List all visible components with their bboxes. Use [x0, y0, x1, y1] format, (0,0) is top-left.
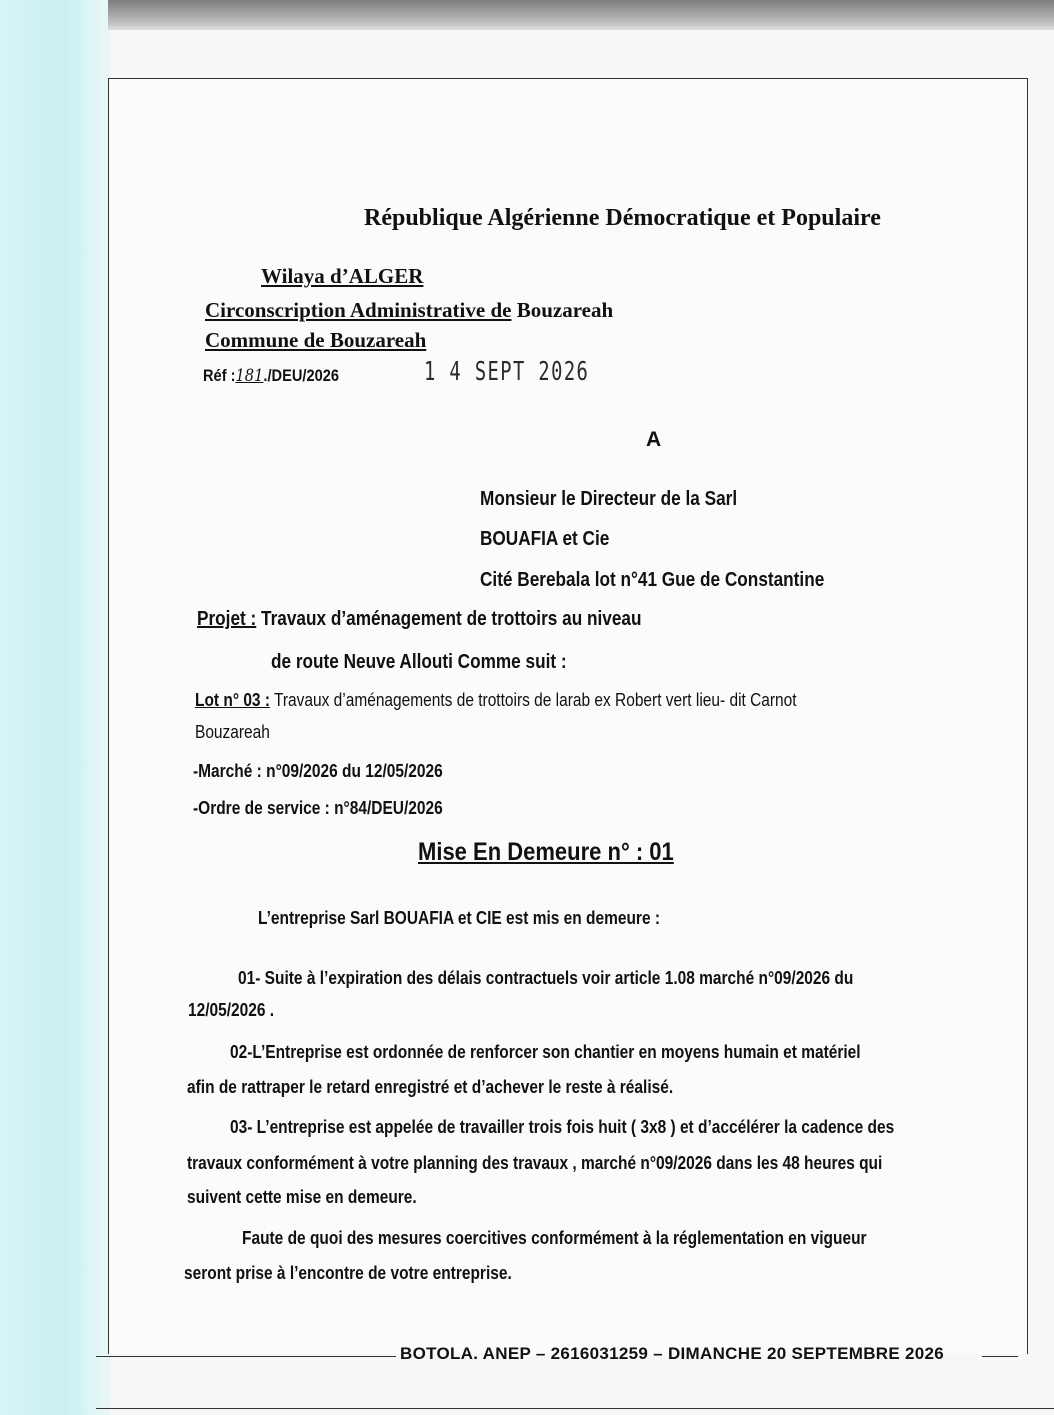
recipient-line-3: Cité Berebala lot n°41 Gue de Constantine: [480, 569, 825, 591]
commune-line: Commune de Bouzareah: [205, 328, 427, 352]
project-text-1: Travaux d’aménagement de trottoirs au niveau: [256, 608, 642, 630]
project-line-2: de route Neuve Allouti Comme suit :: [271, 651, 567, 673]
bottom-rule: [96, 1408, 1054, 1409]
circonscription-line: [205, 298, 613, 323]
recipient-line-1: Monsieur le Directeur de la Sarl: [480, 488, 738, 510]
marche-line: -Marché : n°09/2026 du 12/05/2026: [193, 761, 443, 781]
wilaya-line: Wilaya d’ALGER: [261, 264, 424, 288]
lot-line: [195, 690, 797, 711]
footer-rule-right: [982, 1356, 1018, 1357]
paragraph-4-line-1: Faute de quoi des mesures coercitives conformément à la réglementation en vigueur: [242, 1228, 867, 1248]
paragraph-1-line-1: 01- Suite à l’expiration des délais contractuels voir article 1.08 marché n°09/2026 du: [238, 968, 854, 988]
project-label: Projet :: [197, 608, 257, 630]
paragraph-2-line-2: afin de rattraper le retard enregistré et d’achever le reste à réalisé.: [187, 1077, 674, 1097]
circonscription-place: Bouzareah: [511, 298, 614, 322]
recipient-line-2: BOUAFIA et Cie: [480, 528, 610, 550]
reference-label: Réf :: [203, 366, 236, 385]
paragraph-3-line-2: travaux conformément à votre planning des travaux , marché n°09/2026 dans les 48 heures qui: [187, 1153, 883, 1173]
reference-suffix: ./DEU/2026: [263, 366, 339, 385]
notice-title: Mise En Demeure n° : 01: [418, 838, 674, 866]
project-line-1: [197, 608, 641, 631]
notice-intro: L’entreprise Sarl BOUAFIA et CIE est mis en demeure :: [258, 908, 661, 928]
recipient-a: A: [646, 428, 662, 451]
scan-left-margin: [0, 0, 110, 1415]
paragraph-1-line-2: 12/05/2026 .: [188, 1000, 275, 1020]
publication-footer: BOTOLA. ANEP – 2616031259 – DIMANCHE 20 SEPTEMBRE 2026: [400, 1344, 945, 1363]
scan-top-shadow: [108, 0, 1054, 30]
republic-title: République Algérienne Démocratique et Populaire: [364, 205, 881, 231]
paragraph-2-line-1: 02-L’Entreprise est ordonnée de renforcer son chantier en moyens humain et matériel: [230, 1042, 861, 1062]
ordre-service-line: -Ordre de service : n°84/DEU/2026: [193, 798, 443, 818]
paragraph-3-line-3: suivent cette mise en demeure.: [187, 1187, 417, 1207]
reference-number: 181: [235, 366, 264, 386]
lot-text: Travaux d’aménagements de trottoirs de larab ex Robert vert lieu- dit Carnot: [269, 690, 797, 710]
date-stamp: 1 4 SEPT 2026: [424, 357, 590, 387]
lot-line-2: Bouzareah: [195, 722, 270, 742]
lot-label: Lot n° 03 :: [195, 690, 270, 710]
circonscription-label: Circonscription Administrative de: [205, 298, 512, 322]
reference-line: [203, 366, 361, 386]
paragraph-3-line-1: 03- L’entreprise est appelée de travailler trois fois huit ( 3x8 ) et d’accélérer la cadence des: [230, 1117, 895, 1137]
paragraph-4-line-2: seront prise à l’encontre de votre entreprise.: [184, 1263, 512, 1283]
footer-rule-left: [96, 1356, 396, 1357]
